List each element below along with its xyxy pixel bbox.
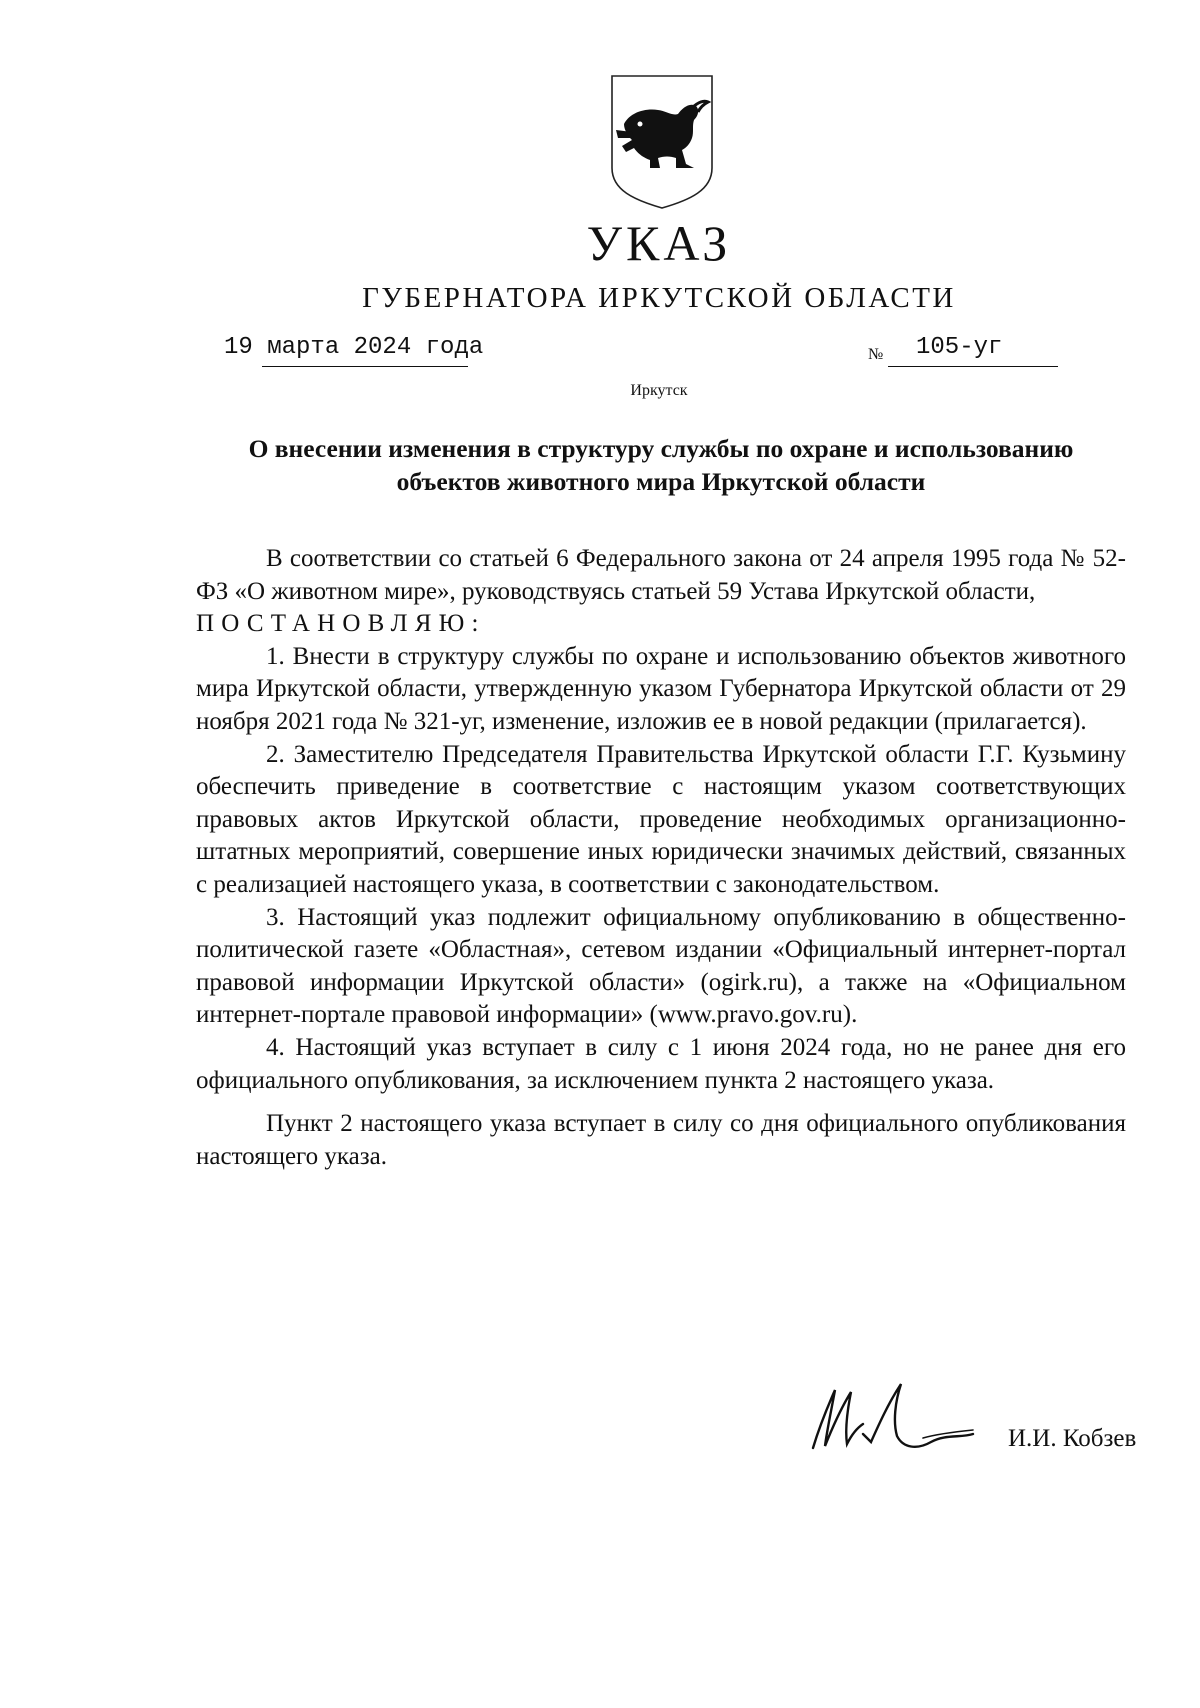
decree-item-3: 3. Настоящий указ подлежит официальному опубликованию в общественно-политической газете «Областная», сетевом издании «Официальный интернет-портал правовой информации Иркутской области» (ogirk.ru), а также на «Официальном интернет-портале правовой информации» (www.pravo.gov.ru). [196,903,1126,1029]
irkutsk-coat-of-arms-icon [606,72,718,212]
decree-item-4: 4. Настоящий указ вступает в силу с 1 июня 2024 года, но не ранее дня его официального опубликования, за исключением пункта 2 настоящего указа. [196,1033,1126,1094]
document-type: УКАЗ [586,215,732,271]
decree-title-line: О внесении изменения в структуру службы по охране и использованию [248,434,1074,463]
decree-number: 105-уг [916,334,1003,361]
handwritten-signature-icon [805,1378,975,1456]
signer-name: И.И. Кобзев [1008,1425,1137,1452]
decree-item-2: 2. Заместителю Председателя Правительства Иркутской области Г.Г. Кузьмину обеспечить приведение в соответствие с настоящим указом соответствующих правовых актов Иркутской области, проведение необходимых организационно-штатных мероприятий, совершение иных юридически значимых действий, связанных с реализацией настоящего указа, в соответствии с законодательством. [196,740,1126,898]
date-underline [262,366,468,367]
decree-body [196,543,1126,1173]
decree-title-line: объектов животного мира Иркутской области [396,467,926,496]
number-underline [888,366,1058,367]
decree-item-4-note: Пункт 2 настоящего указа вступает в силу со дня официального опубликования настоящего указа. [196,1110,1126,1170]
decree-title [196,432,1126,498]
decree-item-1: 1. Внести в структуру службы по охране и использованию объектов животного мира Иркутской области, утвержденную указом Губернатора Иркутской области от 29 ноября 2021 года № 321-уг, изменение, изложив ее в новой редакции (прилагается). [196,642,1126,735]
number-sign: № [868,346,884,363]
decree-date: 19 марта 2024 года [224,334,484,361]
decree-word: ПОСТАНОВЛЯЮ: [196,610,486,638]
issue-city: Иркутск [630,382,688,399]
issuer-heading: ГУБЕРНАТОРА ИРКУТСКОЙ ОБЛАСТИ [362,282,956,314]
preamble-paragraph: В соответствии со статьей 6 Федерального закона от 24 апреля 1995 года № 52-ФЗ «О животном мире», руководствуясь статьей 59 Устава Иркутской области, [196,545,1126,605]
